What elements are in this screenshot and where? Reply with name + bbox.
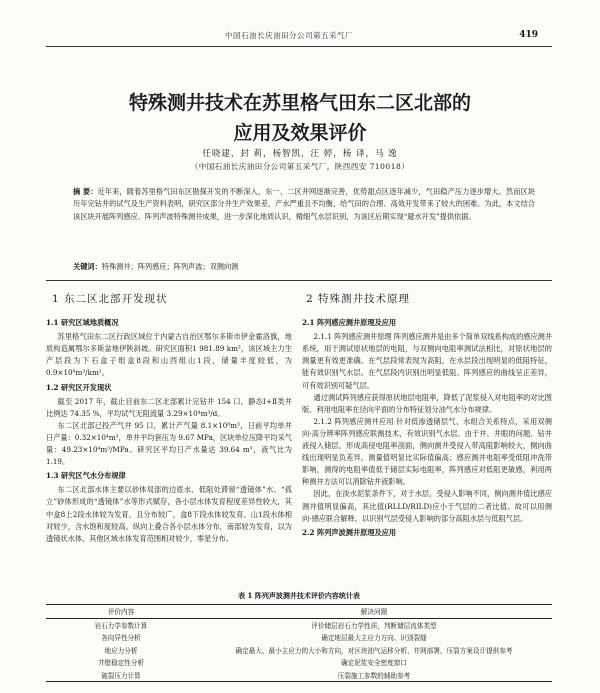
table-cell: 确定地层最大主应力方向、识别裂缝 xyxy=(321,634,427,643)
paragraph-1-1: 苏里格气田东二区行政区域位于内蒙古自治区鄂尔多斯市伊金霍洛旗，地质构造属鄂尔多斯盆地伊陕斜坡。研究区面积1 981.89 km²，该区域主力生产层段为下石盒子组盒8段和山西组山1段，储量丰度较低，为0.9×10⁸m³/km²。 xyxy=(46,332,292,378)
table-row xyxy=(46,644,552,657)
table-row xyxy=(46,618,552,631)
evaluation-table xyxy=(46,604,552,682)
abstract-label: 摘 要： xyxy=(73,187,98,196)
table-cell: 井壁稳定性分析 xyxy=(97,659,145,668)
table-cell: 确定泥浆安全密度窗口 xyxy=(341,659,407,668)
table-cell: 确定最大、最小主应力的大小和方向，对区块油气运移分析、井网部署、压裂方案设计提供参考 xyxy=(235,646,513,655)
table-header-cell: 解决问题 xyxy=(196,605,552,619)
table-header-row xyxy=(46,605,552,619)
table-row xyxy=(46,656,552,669)
title-line-1: 特殊测井技术在苏里格气田东二区北部的 xyxy=(128,92,471,114)
paragraph-1-3: 东二区北部水体主要以砂体局部的边底水、低阻处滞留“透镜体”水、“孤立”砂体形成的“透镜体”水等形式赋存，各小层水体发育程度差异性较大，其中盒8上2段水体较为发育，且分布较广，盒8下段水体较发育。山1段水体相对较少，含水饱和度较高。纵向上叠合各小层水体分布，南部较为发育，以为透镜状水体，其他区域水体发育范围相对较少，零星分布。 xyxy=(46,485,292,543)
page-number: 419 xyxy=(519,30,538,40)
affiliation: （中国石油长庆油田分公司第五采气厂，陕西西安 710018） xyxy=(190,162,410,171)
abstract-rule xyxy=(46,280,552,281)
subsection-1-2: 1.2 研究区开发现状 xyxy=(46,382,112,392)
paragraph-2-1-1b: 通过测试阵列感应获得原状地层电阻率，降低了泥浆侵入对电阻率的对比图版、利用电阻率在径向平面的分布特征划分油气水分布规律。 xyxy=(302,392,552,414)
paragraph-1-2a: 截至 2017 年，截止目前东二区北部累计完钻井 154 口，静态Ⅰ+Ⅱ类井比例达 74.35 %，平均试气无阻流量 3.29×10⁴m³/d。 xyxy=(46,396,292,418)
subsection-1-3: 1.3 研究区气水分布规律 xyxy=(46,471,126,481)
table-cell: 各向异性分析 xyxy=(101,634,141,643)
section-2-heading: 2 特殊测井技术原理 xyxy=(306,293,411,305)
header-rule xyxy=(46,46,552,47)
keywords xyxy=(73,262,535,272)
table-block xyxy=(46,591,552,682)
table-caption: 表 1 阵列声波测井技术评价内容统计表 xyxy=(238,591,360,600)
running-header: 中国石油长庆油田分公司第五采气厂 xyxy=(225,31,353,40)
table-row xyxy=(46,669,552,682)
paragraph-2-1-2b: 因此，在淡水泥浆条件下，对于水层，受侵入影响不同，侧向测井值比感应测井值明显偏高，其比值(RLLD/RILD)应小于气层的二者比值。故可以用侧向-感应联合解释，以识别气层受侵入影响的部分高阻水层与低阻气层。 xyxy=(302,489,552,523)
keywords-text: 特殊测井；阵列感应；阵列声波；双侧向测 xyxy=(101,262,239,271)
keywords-label: 关键词： xyxy=(73,262,102,271)
paragraph-2-1-2: 2.1.2 阵列感应测井应用 针对低渗透储层气、水组合关系特点，采用双侧向-高分辨率阵列感应联测技术，有效识别气水层。由于井、井眼的问题、钻井液侵入储层，形成高侵电阻率剖面，侧向测井受侵入带高阻影响较大，侧向曲线出现明显负差异，测量值明显比实际值偏高；感应测井电阻率受低阻冲洗带影响，测得的电阻率值低于储层实际电阻率，阵列感应对低阻更敏感，利用两种测井方法可以消除钻井液影响。 xyxy=(302,416,552,487)
title-line-2: 应用及效果评价 xyxy=(233,122,367,144)
table-row xyxy=(46,631,552,644)
subsection-1-1: 1.1 研究区域地质概况 xyxy=(46,318,119,328)
authors: 任晓建，封 莉，杨智凯，汪 婷，杨 译，马 逸 xyxy=(202,149,398,159)
paper-title xyxy=(0,88,600,148)
table-cell: 压裂施工参数的辅助参考 xyxy=(337,671,411,680)
table-cell: 地应力分析 xyxy=(104,646,138,655)
subsection-2-2: 2.2 阵列声波测井原理及应用 xyxy=(302,527,397,537)
table-header-cell: 评价内容 xyxy=(46,605,196,619)
table-cell: 评价储层岩石力学性质，判断储层流体类型 xyxy=(311,621,437,630)
paragraph-1-2b: 东二区北部已投产气井 95 口，累计产气量 8.1×10⁸m³，日前平均单井日产量：0.32×10⁴m³，单井平均套压为 9.67 MPa，区块单位压降平均采气量：49.23×10⁴m³/MPa。研究区平均日产水量达 39.64 m³，液气比为 1.19。 xyxy=(46,420,292,467)
abstract-text: 近年来，随着苏里格气田东区勘探开发的不断深入，东一、二区井网逐渐完善，优势甜点区逐年减少，气田稳产压力逐步增大。然而区块历年完钻井的试气及生产资料表明，研究区部分井生产效果差，产水严重且不均衡，给气田的合理、高效开发带来了较大的困难。为此，本文结合该区块开展阵列感应、阵列声波特殊测井成果，进一步深化地质认识，精细气水层识别，为该区后期实现“避水开发”提供依据。 xyxy=(73,187,535,221)
abstract xyxy=(73,186,535,223)
table-cell: 岩石力学参数计算 xyxy=(94,621,148,630)
subsection-2-1: 2.1 阵列感应测井原理及应用 xyxy=(302,318,397,328)
table-cell: 破裂压力计算 xyxy=(101,671,141,680)
section-1-heading: 1 东二区北部开发现状 xyxy=(52,293,168,305)
paragraph-2-1-1: 2.1.1 阵列感应测井原理 阵列感应测井是由多个简单双线系构成的感应测井系统，用于测试原状地层的电阻，与双侧向电阻率测试法相比，对原状地层的测量更有效更准确。在气层段常表现为高阻，在水层段出现明显的低阻特征，能有效识别气水层。在气层段内识别出明显低阻、阵列感应的曲线呈正差异，可有效识别可疑气层。 xyxy=(302,332,552,390)
